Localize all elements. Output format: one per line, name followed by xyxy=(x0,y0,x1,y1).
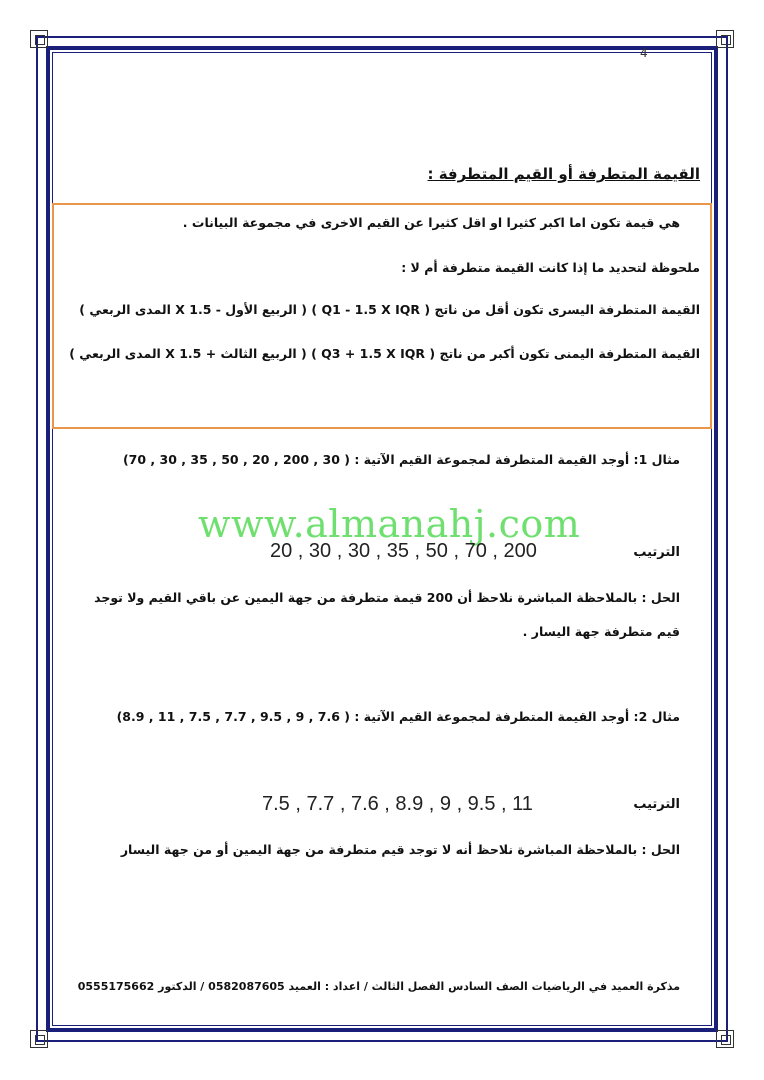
note-text: ملحوظة لتحديد ما إذا كانت القيمة متطرفة أم لا : xyxy=(401,260,700,275)
lower-outlier-rule: القيمة المتطرفة اليسرى تكون أقل من ناتج ( Q1 - 1.5 X IQR ) ( الربيع الأول - 1.5 X المدى الربعي ) xyxy=(79,302,700,317)
page-footer: مذكرة العميد في الرياضيات الصف السادس الفصل الثالث / اعداد : العميد 0582087605 / الدكتور 0555175662 xyxy=(77,980,680,993)
example1-order-values: 20 , 30 , 30 , 35 , 50 , 70 , 200 xyxy=(270,540,537,562)
example1-order-label: الترتيب xyxy=(633,545,680,560)
page-number: 4 xyxy=(640,46,648,60)
definition-text: هي قيمة تكون اما اكبر كثيرا او اقل كثيرا عن القيم الاخرى في مجموعة البيانات . xyxy=(182,215,680,230)
example2-solution: الحل : بالملاحظة المباشرة نلاحظ أنه لا توجد قيم متطرفة من جهة اليمين أو من جهة اليسار xyxy=(120,842,680,857)
corner-ornament xyxy=(30,30,48,48)
example2-order-values: 7.5 , 7.7 , 7.6 , 8.9 , 9 , 9.5 , 11 xyxy=(262,793,533,815)
example2-order-label: الترتيب xyxy=(633,797,680,812)
corner-ornament xyxy=(716,1030,734,1048)
corner-ornament xyxy=(716,30,734,48)
example1-question: مثال 1: أوجد القيمة المتطرفة لمجموعة القيم الآتية : ( 30 , 200 , 20 , 50 , 35 , 30 , 70) xyxy=(122,452,680,467)
watermark: www.almanahj.com xyxy=(198,502,581,546)
example2-question: مثال 2: أوجد القيمة المتطرفة لمجموعة القيم الآتية : ( 7.6 , 9 , 9.5 , 7.7 , 7.5 , 11 , 8.9) xyxy=(116,709,680,724)
section-title: القيمة المتطرفة أو القيم المتطرفة : xyxy=(427,165,700,183)
example1-solution-continued: قيم متطرفة جهة اليسار . xyxy=(522,624,680,639)
corner-ornament xyxy=(30,1030,48,1048)
upper-outlier-rule: القيمة المتطرفة اليمنى تكون أكبر من ناتج ( Q3 + 1.5 X IQR ) ( الربيع الثالث + 1.5 X المدى الربعي ) xyxy=(69,346,700,361)
example1-solution: الحل : بالملاحظة المباشرة نلاحظ أن 200 قيمة متطرفة من جهة اليمين عن باقي القيم ولا توجد xyxy=(94,590,680,605)
